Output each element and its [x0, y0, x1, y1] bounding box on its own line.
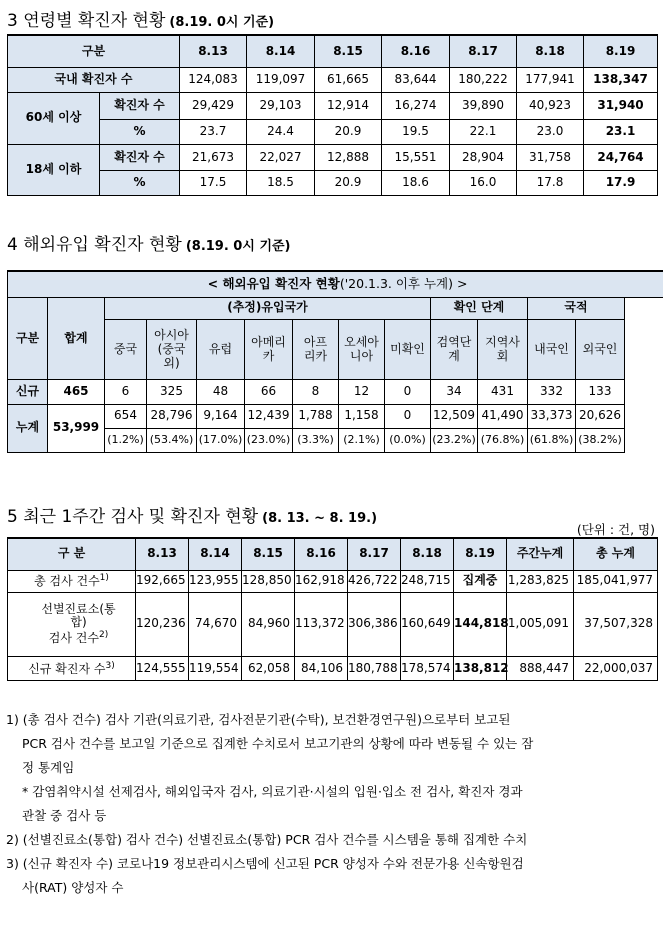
row-label-screening-tests	[8, 592, 136, 656]
header-nation-group: 국적	[528, 297, 625, 319]
row-label-text: 신규 확진자 수	[28, 661, 106, 676]
table-row	[8, 93, 658, 120]
cell: 12,509	[431, 404, 478, 428]
cell: 431	[478, 380, 528, 404]
footnote-ref: 2)	[98, 630, 109, 641]
cell: 133	[576, 380, 625, 404]
cell: 31,940	[584, 93, 658, 120]
header-col	[293, 319, 339, 380]
header-date: 8.19	[584, 35, 658, 68]
cell: 180,222	[450, 68, 517, 93]
cell: 1,158	[339, 404, 385, 428]
header-date: 8.15	[242, 538, 295, 570]
cell: 0	[385, 404, 431, 428]
header-col	[105, 319, 147, 380]
cell: 138,812	[454, 656, 507, 680]
header-weekly-total: 주간누계	[507, 538, 574, 570]
header-col-line: 미확인	[390, 341, 425, 356]
section3-heading	[7, 6, 274, 31]
header-date: 8.13	[136, 538, 189, 570]
cell: 12,914	[315, 93, 382, 120]
header-grand-total: 총 누계	[574, 538, 658, 570]
cell: 185,041,977	[574, 570, 658, 592]
section5-heading	[7, 502, 377, 527]
header-col-line: 카	[262, 348, 275, 363]
header-col-line: (중국	[157, 341, 186, 356]
header-origin-group: (추정)유입국가	[105, 297, 431, 319]
age-table-header	[8, 35, 658, 68]
cell: 34	[431, 380, 478, 404]
cell: 20.9	[315, 119, 382, 144]
cell-pct: (0.0%)	[385, 428, 431, 452]
cell: 178,574	[401, 656, 454, 680]
header-date: 8.13	[180, 35, 247, 68]
cell: 29,103	[247, 93, 315, 120]
row-label-line: 검사 건수	[48, 631, 99, 646]
header-gubun: 구분	[8, 297, 48, 380]
cell: 17.5	[180, 171, 247, 196]
header-col	[385, 319, 431, 380]
overseas-table-title-main: < 해외유입 확진자 현황	[207, 276, 340, 292]
row-label-line: 합)	[70, 615, 87, 630]
header-col-line: 지역사	[485, 334, 520, 349]
cell: 22.1	[450, 119, 517, 144]
header-col-line: 외)	[163, 355, 180, 370]
section3-subtitle: (8.19. 0시 기준)	[169, 15, 275, 30]
overseas-table-title-row	[8, 271, 663, 297]
cell-pct: (76.8%)	[478, 428, 528, 452]
header-date: 8.19	[454, 538, 507, 570]
footnote-3: 3) (신규 확진자 수) 코로나19 정보관리시스템에 신고된 PCR 양성자 수와 전문가용 신속항원검	[6, 856, 524, 871]
cell: 23.0	[517, 119, 584, 144]
cell-pct: (3.3%)	[293, 428, 339, 452]
row-sub-label: 확진자 수	[100, 144, 180, 171]
cell: 6	[105, 380, 147, 404]
footnote-3-cont: 사(RAT) 양성자 수	[22, 880, 124, 895]
header-col-line: 유럽	[208, 341, 233, 356]
cell: 66	[245, 380, 293, 404]
cell: 24,764	[584, 144, 658, 171]
footnote-1-cont: 정 통계임	[22, 760, 75, 775]
header-col-line: 검역단	[436, 334, 472, 349]
cell: 162,918	[295, 570, 348, 592]
cell: 124,555	[136, 656, 189, 680]
cell: 24.4	[247, 119, 315, 144]
row-group-label: 60세 이상	[8, 93, 100, 144]
cell: 1,788	[293, 404, 339, 428]
row-label-line: 선별진료소(통	[41, 601, 116, 616]
header-col-line: 아시아	[154, 327, 189, 342]
cell: 23.7	[180, 119, 247, 144]
cell: 654	[105, 404, 147, 428]
footnote-1-cont: PCR 검사 건수를 보고일 기준으로 집계한 수치로서 보고기관의 상황에 따라 변동될 수 있는 잠	[22, 736, 534, 751]
cell: 23.1	[584, 119, 658, 144]
header-col	[478, 319, 528, 380]
cell: 31,758	[517, 144, 584, 171]
header-date: 8.15	[315, 35, 382, 68]
cell: 17.9	[584, 171, 658, 196]
cell: 0	[385, 380, 431, 404]
cell: 83,644	[382, 68, 450, 93]
cell: 37,507,328	[574, 592, 658, 656]
cell: 62,058	[242, 656, 295, 680]
row-group-label: 18세 이하	[8, 144, 100, 195]
cell: 888,447	[507, 656, 574, 680]
table-row	[8, 380, 663, 404]
header-date: 8.18	[517, 35, 584, 68]
header-col	[528, 319, 576, 380]
footnote-ref: 3)	[105, 660, 115, 671]
row-label: 국내 확진자 수	[8, 68, 180, 93]
cell-pct: (2.1%)	[339, 428, 385, 452]
cell: 120,236	[136, 592, 189, 656]
header-date: 8.14	[189, 538, 242, 570]
header-total: 합계	[48, 297, 105, 380]
header-confirm-group: 확인 단계	[431, 297, 528, 319]
cell: 22,000,037	[574, 656, 658, 680]
cell: 18.5	[247, 171, 315, 196]
cell: 128,850	[242, 570, 295, 592]
cell-pct: (23.0%)	[245, 428, 293, 452]
cell: 160,649	[401, 592, 454, 656]
section3-title: 3 연령별 확진자 현황	[7, 11, 166, 31]
header-date: 8.16	[382, 35, 450, 68]
cell: 9,164	[197, 404, 245, 428]
cell: 119,097	[247, 68, 315, 93]
table-row	[8, 656, 658, 680]
header-date: 8.16	[295, 538, 348, 570]
cell-pct: (1.2%)	[105, 428, 147, 452]
cell: 17.8	[517, 171, 584, 196]
cell-total: 53,999	[48, 404, 105, 452]
cell: 16.0	[450, 171, 517, 196]
table-row	[8, 171, 658, 196]
header-date: 8.17	[348, 538, 401, 570]
header-col	[245, 319, 293, 380]
cell: 426,722	[348, 570, 401, 592]
footnote-2: 2) (선별진료소(통합) 검사 건수) 선별진료소(통합) PCR 검사 건수를 시스템을 통해 집계한 수치	[6, 832, 528, 847]
section4-subtitle: (8.19. 0시 기준)	[185, 239, 291, 254]
cell: 177,941	[517, 68, 584, 93]
section4-heading	[7, 230, 291, 255]
cell: 84,106	[295, 656, 348, 680]
overseas-group-header	[8, 297, 663, 319]
cell: 18.6	[382, 171, 450, 196]
header-gubun: 구분	[8, 35, 180, 68]
table-row	[8, 404, 663, 428]
cell: 8	[293, 380, 339, 404]
header-col-line: 니아	[349, 348, 374, 363]
header-col-line: 내국인	[534, 341, 569, 356]
header-date: 8.14	[247, 35, 315, 68]
cell: 84,960	[242, 592, 295, 656]
cell: 248,715	[401, 570, 454, 592]
cell: 12,888	[315, 144, 382, 171]
cell: 325	[147, 380, 197, 404]
cell-pct: (61.8%)	[528, 428, 576, 452]
header-col	[431, 319, 478, 380]
cell: 15,551	[382, 144, 450, 171]
cell: 28,796	[147, 404, 197, 428]
weekly-table-header	[8, 538, 658, 570]
cell: 113,372	[295, 592, 348, 656]
cell: 33,373	[528, 404, 576, 428]
footnote-1-detail: * 감염취약시설 선제검사, 해외입국자 검사, 의료기관·시설의 입원·입소 전 검사, 확진자 경과	[22, 784, 523, 799]
row-sub-label: %	[100, 171, 180, 196]
cell: 29,429	[180, 93, 247, 120]
overseas-table	[7, 270, 663, 453]
section5-subtitle: (8. 13. ~ 8. 19.)	[262, 511, 378, 526]
cell: 40,923	[517, 93, 584, 120]
footnotes	[6, 708, 656, 900]
row-label-new-cases	[8, 656, 136, 680]
overseas-table-title	[8, 271, 663, 297]
cell: 306,386	[348, 592, 401, 656]
footnote-1: 1) (총 검사 건수) 검사 기관(의료기관, 검사전문기관(수탁), 보건환경연구원)으로부터 보고된	[6, 712, 511, 727]
cell: 1,283,825	[507, 570, 574, 592]
cell: 12,439	[245, 404, 293, 428]
cell: 28,904	[450, 144, 517, 171]
cell: 19.5	[382, 119, 450, 144]
cell: 12	[339, 380, 385, 404]
cell: 16,274	[382, 93, 450, 120]
row-label-cum: 누계	[8, 404, 48, 452]
cell: 61,665	[315, 68, 382, 93]
cell: 74,670	[189, 592, 242, 656]
header-gubun: 구 분	[8, 538, 136, 570]
cell: 집계중	[454, 570, 507, 592]
header-col-line: 아메리	[251, 334, 286, 349]
table-row	[8, 592, 658, 656]
overseas-col-header	[8, 319, 663, 380]
header-col-line: 리카	[303, 348, 328, 363]
cell: 20,626	[576, 404, 625, 428]
table-row	[8, 68, 658, 93]
header-col-line: 계	[448, 348, 460, 363]
header-col	[197, 319, 245, 380]
header-col-line: 중국	[113, 341, 138, 356]
header-col-line: 회	[496, 348, 509, 363]
cell: 144,818	[454, 592, 507, 656]
section5-title: 5 최근 1주간 검사 및 확진자 현황	[7, 507, 259, 527]
cell-total: 465	[48, 380, 105, 404]
cell-pct: (38.2%)	[576, 428, 625, 452]
cell: 138,347	[584, 68, 658, 93]
cell: 41,490	[478, 404, 528, 428]
cell: 332	[528, 380, 576, 404]
cell-pct: (23.2%)	[431, 428, 478, 452]
header-date: 8.18	[401, 538, 454, 570]
footnote-1-detail-cont: 관찰 중 검사 등	[22, 808, 107, 823]
cell: 192,665	[136, 570, 189, 592]
header-col	[576, 319, 625, 380]
table-row	[8, 119, 658, 144]
row-label-text: 총 검사 건수	[34, 574, 100, 589]
cell: 22,027	[247, 144, 315, 171]
header-col	[339, 319, 385, 380]
weekly-table	[7, 537, 658, 681]
footnote-ref: 1)	[99, 573, 109, 584]
cell: 48	[197, 380, 245, 404]
row-label-total-tests	[8, 570, 136, 592]
header-col	[147, 319, 197, 380]
unit-label: (단위 : 건, 명)	[576, 522, 655, 537]
table-row	[8, 570, 658, 592]
overseas-table-title-period: ('20.1.3. 이후 누계) >	[339, 276, 468, 292]
header-col-line: 아프	[303, 334, 328, 349]
row-label-new: 신규	[8, 380, 48, 404]
cell-pct: (53.4%)	[147, 428, 197, 452]
cell: 123,955	[189, 570, 242, 592]
header-col-line: 오세아	[344, 334, 379, 349]
cell: 124,083	[180, 68, 247, 93]
cell: 20.9	[315, 171, 382, 196]
cell-pct: (17.0%)	[197, 428, 245, 452]
row-sub-label: 확진자 수	[100, 93, 180, 120]
header-col-line: 외국인	[582, 341, 618, 356]
cell: 1,005,091	[507, 592, 574, 656]
cell: 119,554	[189, 656, 242, 680]
age-table	[7, 34, 658, 196]
header-date: 8.17	[450, 35, 517, 68]
cell: 180,788	[348, 656, 401, 680]
table-row	[8, 428, 663, 452]
table-row	[8, 144, 658, 171]
section4-title: 4 해외유입 확진자 현황	[7, 235, 182, 255]
row-sub-label: %	[100, 119, 180, 144]
cell: 21,673	[180, 144, 247, 171]
cell: 39,890	[450, 93, 517, 120]
